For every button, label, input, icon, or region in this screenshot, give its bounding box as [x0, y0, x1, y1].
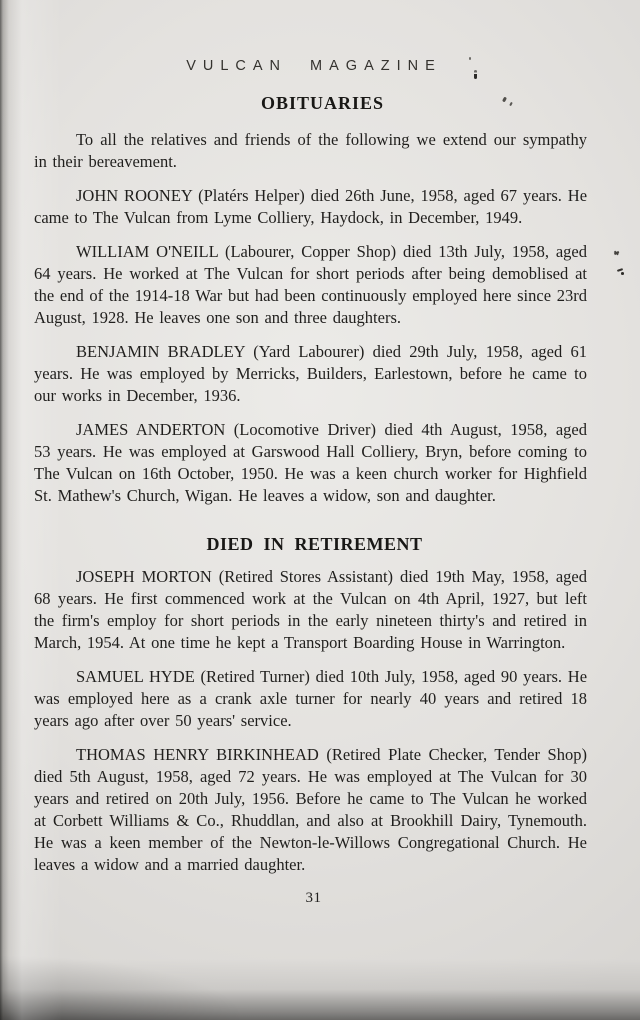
obituary-entry: [34, 566, 587, 654]
deceased-name: JOSEPH MORTON: [76, 567, 212, 586]
obituary-entry: [34, 341, 587, 407]
page-content: [34, 0, 587, 907]
ink-speck: [614, 250, 619, 255]
obituary-body: died 19th May, 1958, aged 68 years. He first commenced work at the Vulcan on 4th April, 1927, but left the firm's employ for short periods in the early nineteen thirty's and retired in March, 1954. At one time he kept a Transport Boarding House in Warrington.: [34, 567, 587, 652]
obituary-body: died 10th July, 1958, aged 90 years. He was employed here as a crank axle turner for nearly 40 years and retired 18 years ago after over 50 years' service.: [34, 667, 588, 730]
magazine-title: VULCAN MAGAZINE: [186, 58, 442, 74]
deceased-role: (Retired Plate Checker, Tender Shop): [326, 745, 587, 764]
ink-speck: [474, 70, 477, 79]
ink-speck: [617, 268, 625, 275]
deceased-name: SAMUEL HYDE: [76, 667, 195, 686]
obituary-entry: [34, 666, 587, 732]
ink-speck: [469, 57, 471, 60]
obituary-body: died 5th August, 1958, aged 72 years. He was employed at The Vulcan for 30 years and retired on 20th July, 1956. Before he came to The Vulcan he worked at Corbett Williams & Co., Rhuddlan, and also at Brookhill Dairy, Tynemouth. He was a keen member of the Newton-le-Willows Congregational Church. He leaves a widow and a married daughter.: [34, 767, 587, 874]
obituary-body: died 13th July, 1958, aged 64 years. He worked at The Vulcan for short periods after being demoblised at the end of the 1914-18 War but had been continuously employed here since 23rd August, 1928. He leaves one son and three daughters.: [34, 242, 587, 327]
deceased-name: BENJAMIN BRADLEY: [76, 342, 245, 361]
obituary-entry: [34, 419, 587, 507]
obituary-entry: [34, 241, 587, 329]
obituary-body: died 26th June, 1958, aged 67 years. He came to The Vulcan from Lyme Colliery, Haydock, in December, 1949.: [34, 186, 588, 227]
retirement-heading: DIED IN RETIREMENT: [206, 534, 423, 554]
deceased-name: WILLIAM O'NEILL: [76, 242, 219, 261]
obituary-body: died 29th July, 1958, aged 61 years. He was employed by Merricks, Builders, Earlestown, before he came to our works in December, 1936.: [34, 342, 587, 405]
deceased-role: (Locomotive Driver): [233, 420, 376, 439]
obituary-entry: [34, 185, 587, 229]
deceased-role: (Retired Turner): [200, 667, 310, 686]
obituaries-heading: OBITUARIES: [260, 93, 385, 113]
deceased-role: (Yard Labourer): [253, 342, 365, 361]
intro-paragraph: To all the relatives and friends of the following we extend our sympathy in their bereavement.: [34, 130, 587, 171]
deceased-name: JOHN ROONEY: [76, 186, 193, 205]
obituary-body: died 4th August, 1958, aged 53 years. He was employed at Garswood Hall Colliery, Bryn, before coming to The Vulcan on 16th October, 1950. He was a keen church worker for Highfield St. Mathew's Church, Wigan. He leaves a widow, son and daughter.: [34, 420, 587, 505]
obituary-entry: [34, 744, 587, 876]
page-number: 31: [305, 890, 322, 906]
deceased-name: JAMES ANDERTON: [76, 420, 226, 439]
deceased-role: (Retired Stores Assistant): [218, 567, 394, 586]
deceased-role: (Labourer, Copper Shop): [224, 242, 397, 261]
deceased-role: (Platérs Helper): [198, 186, 305, 205]
deceased-name: THOMAS HENRY BIRKINHEAD: [76, 745, 319, 764]
